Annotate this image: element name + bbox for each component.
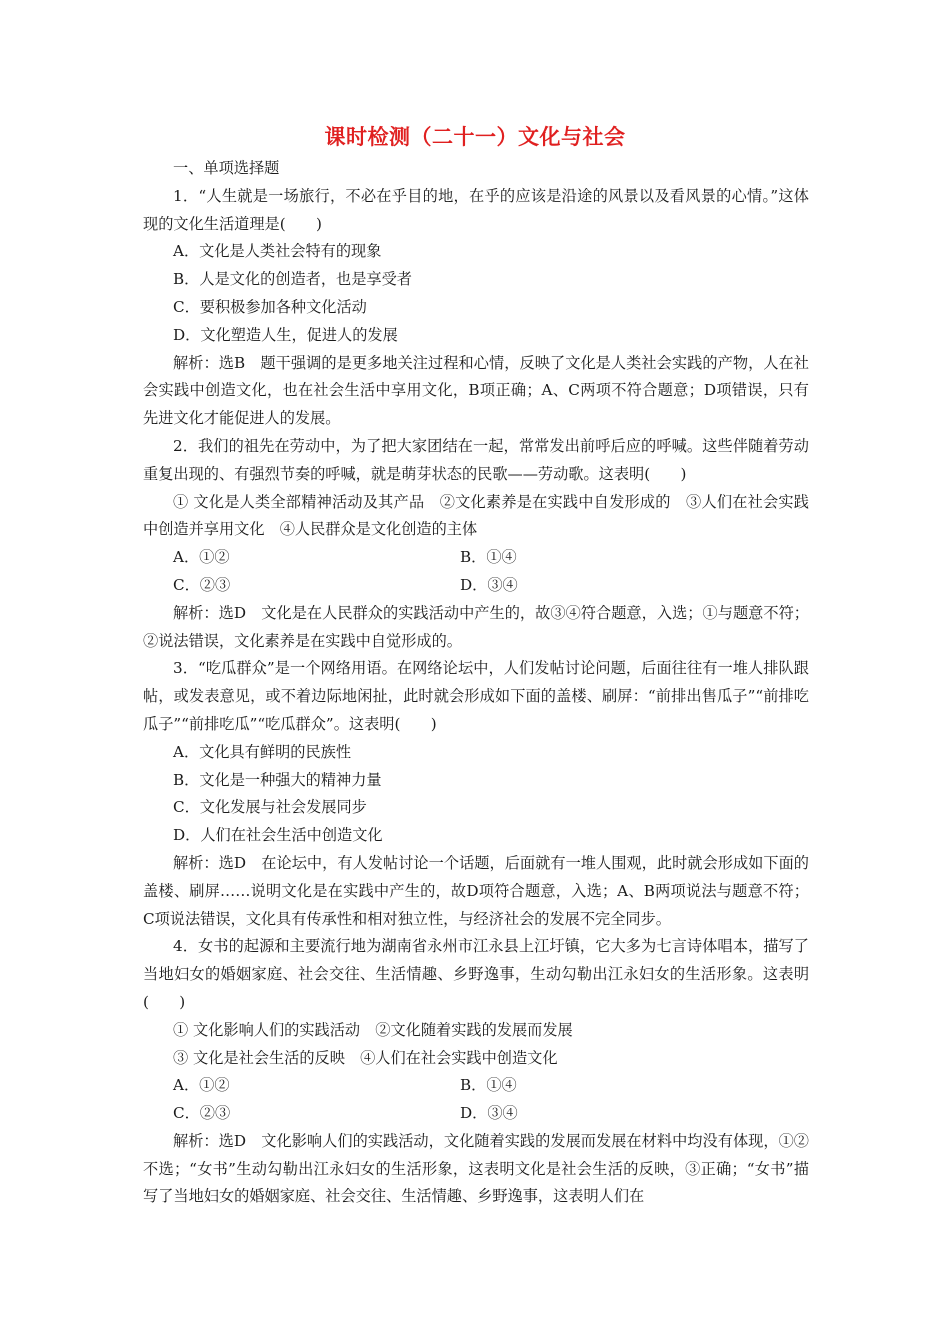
question-3-option-c: C．文化发展与社会发展同步 <box>173 798 367 817</box>
question-1-option-c: C．要积极参加各种文化活动 <box>173 297 367 316</box>
question-4-analysis: 解析：选D 文化影响人们的实践活动，文化随着实践的发展而发展在材料中均没有体现，①②不选；“女书”生动勾勒出江永妇女的生活形象，这表明文化是社会生活的反映，③正确；“女书”描写了当地妇女的婚姻家庭、社会交往、生活情趣、乡野逸事，这表明人们在 <box>143 1131 809 1206</box>
question-4-option-c: C．②③ <box>173 1104 231 1123</box>
question-3-option-b: B．文化是一种强大的精神力量 <box>173 770 382 789</box>
question-4-option-d: D．③④ <box>460 1104 518 1123</box>
question-4-statements-2: ③ 文化是社会生活的反映 ④人们在社会实践中创造文化 <box>173 1048 558 1067</box>
question-1-option-a: A．文化是人类社会特有的现象 <box>173 242 382 261</box>
question-2-option-c: C．②③ <box>173 575 231 594</box>
question-2-statements: ① 文化是人类全部精神活动及其产品 ②文化素养是在实践中自发形成的 ③人们在社会实践中创造并享用文化 ④人民群众是文化创造的主体 <box>143 492 809 539</box>
question-2-options-row-2 <box>143 572 809 600</box>
question-3-stem: 3．“吃瓜群众”是一个网络用语。在网络论坛中，人们发帖讨论问题，后面往往有一堆人排队跟帖，或发表意见，或不着边际地闲扯，此时就会形成如下面的盖楼、刷屏：“前排出售瓜子”“前排吃瓜子”“前排吃瓜”“吃瓜群众”。这表明( ) <box>143 659 809 733</box>
question-2-option-b: B．①④ <box>460 548 517 567</box>
question-2-option-d: D．③④ <box>460 575 518 594</box>
question-4-statements-1: ① 文化影响人们的实践活动 ②文化随着实践的发展而发展 <box>173 1020 573 1039</box>
question-3-analysis: 解析：选D 在论坛中，有人发帖讨论一个话题，后面就有一堆人围观，此时就会形成如下面的盖楼、刷屏……说明文化是在实践中产生的，故D项符合题意，入选；A、B两项说法与题意不符；C项说法错误，文化具有传承性和相对独立性，与经济社会的发展不完全同步。 <box>143 853 809 928</box>
section-heading: 一、单项选择题 <box>173 159 280 177</box>
question-1-stem: 1．“人生就是一场旅行，不必在乎目的地，在乎的应该是沿途的风景以及看风景的心情。”这体现的文化生活道理是( ) <box>143 186 809 233</box>
question-4-options-row-1 <box>143 1072 809 1100</box>
question-1-option-d: D．文化塑造人生，促进人的发展 <box>173 325 398 344</box>
question-4-option-a: A．①② <box>173 1076 230 1095</box>
question-2-analysis: 解析：选D 文化是在人民群众的实践活动中产生的，故③④符合题意，入选；①与题意不符；②说法错误，文化素养是在实践中自觉形成的。 <box>143 603 809 650</box>
document-title: 课时检测（二十一）文化与社会 <box>324 125 626 149</box>
question-2-option-a: A．①② <box>173 548 230 567</box>
question-3-option-d: D．人们在社会生活中创造文化 <box>173 826 383 845</box>
question-2-stem: 2．我们的祖先在劳动中，为了把大家团结在一起，常常发出前呼后应的呼喊。这些伴随着劳动重复出现的、有强烈节奏的呼喊，就是萌芽状态的民歌——劳动歌。这表明( ) <box>143 436 809 483</box>
question-4-stem: 4．女书的起源和主要流行地为湖南省永州市江永县上江圩镇，它大多为七言诗体唱本，描写了当地妇女的婚姻家庭、社会交往、生活情趣、乡野逸事，生动勾勒出江永妇女的生活形象。这表明( ) <box>143 937 809 1011</box>
question-1-option-b: B．人是文化的创造者，也是享受者 <box>173 270 412 289</box>
question-3-option-a: A．文化具有鲜明的民族性 <box>173 742 352 761</box>
document-body <box>143 155 809 1211</box>
question-2-options-row-1 <box>143 544 809 572</box>
question-4-options-row-2 <box>143 1100 809 1128</box>
question-1-analysis: 解析：选B 题干强调的是更多地关注过程和心情，反映了文化是人类社会实践的产物，人在社会实践中创造文化，也在社会生活中享用文化，B项正确；A、C两项不符合题意；D项错误，只有先进文化才能促进人的发展。 <box>143 353 809 428</box>
question-4-option-b: B．①④ <box>460 1076 517 1095</box>
